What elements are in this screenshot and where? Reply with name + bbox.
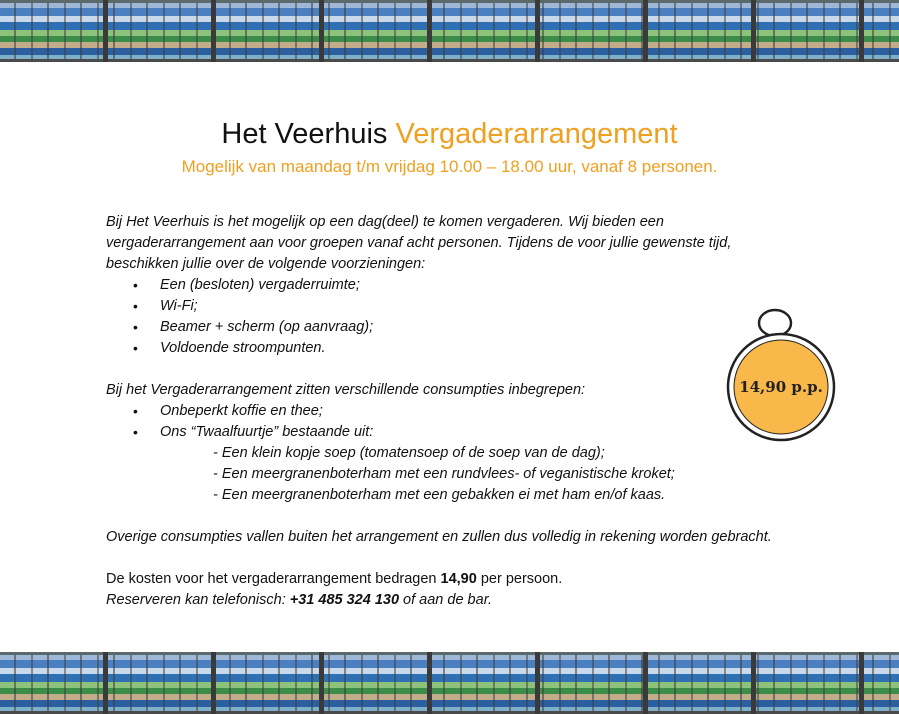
stained-glass-banner-top [0, 0, 899, 62]
costs-prefix: De kosten voor het vergaderarrangement bedragen [106, 571, 441, 587]
list-item: • Onbeperkt koffie en thee; [106, 401, 796, 422]
lunch-item: - Een klein kopje soep (tomatensoep of de soep van de dag); [213, 445, 605, 461]
reserve-line [106, 590, 796, 611]
reserve-phone: +31 485 324 130 [289, 592, 400, 608]
stained-glass-banner-bottom [0, 652, 899, 714]
consumptions-list [106, 401, 796, 443]
price-tag [722, 306, 842, 442]
page-subtitle: Mogelijk van maandag t/m vrijdag 10.00 – 18.00 uur, vanaf 8 personen. [181, 157, 718, 176]
title-main: Het Veerhuis [221, 118, 388, 150]
costs-amount: 14,90 [440, 571, 477, 587]
lunch-item: - Een meergranenboterham met een rundvlees- of veganistische kroket; [213, 466, 675, 482]
title-accent: Vergaderarrangement [395, 118, 678, 150]
consumptions-intro: Bij het Vergaderarrangement zitten verschillende consumpties inbegrepen: [106, 382, 586, 398]
reserve-prefix: Reserveren kan telefonisch: [106, 592, 290, 608]
list-item: • Voldoende stroompunten. [106, 338, 796, 359]
list-item: • Een (besloten) vergaderruimte; [106, 275, 796, 296]
list-item: • Wi-Fi; [106, 296, 796, 317]
price-tag-hanging-ring [759, 310, 791, 336]
lunch-item: - Een meergranenboterham met een gebakken ei met ham en/of kaas. [213, 487, 666, 503]
list-item: • Beamer + scherm (op aanvraag); [106, 317, 796, 338]
other-consumptions-note: Overige consumpties vallen buiten het arrangement en zullen dus volledig in rekening worden gebracht. [106, 529, 772, 545]
intro-paragraph: Bij Het Veerhuis is het mogelijk op een dag(deel) te komen vergaderen. Wij bieden een vergaderarrangement aan voor groepen vanaf acht personen. Tijdens de voor jullie gewenste tijd, beschikken jullie over de volgende voorzieningen: [106, 214, 732, 272]
costs-line [106, 569, 796, 590]
price-tag-label: 14,90 p.p. [739, 378, 823, 396]
facilities-list [106, 275, 796, 359]
costs-suffix: per persoon. [476, 571, 563, 587]
reserve-suffix: of aan de bar. [399, 592, 493, 608]
list-item: • Ons “Twaalfuurtje” bestaande uit: [106, 422, 796, 443]
arrangement-description [106, 212, 796, 611]
page-title [0, 116, 899, 152]
